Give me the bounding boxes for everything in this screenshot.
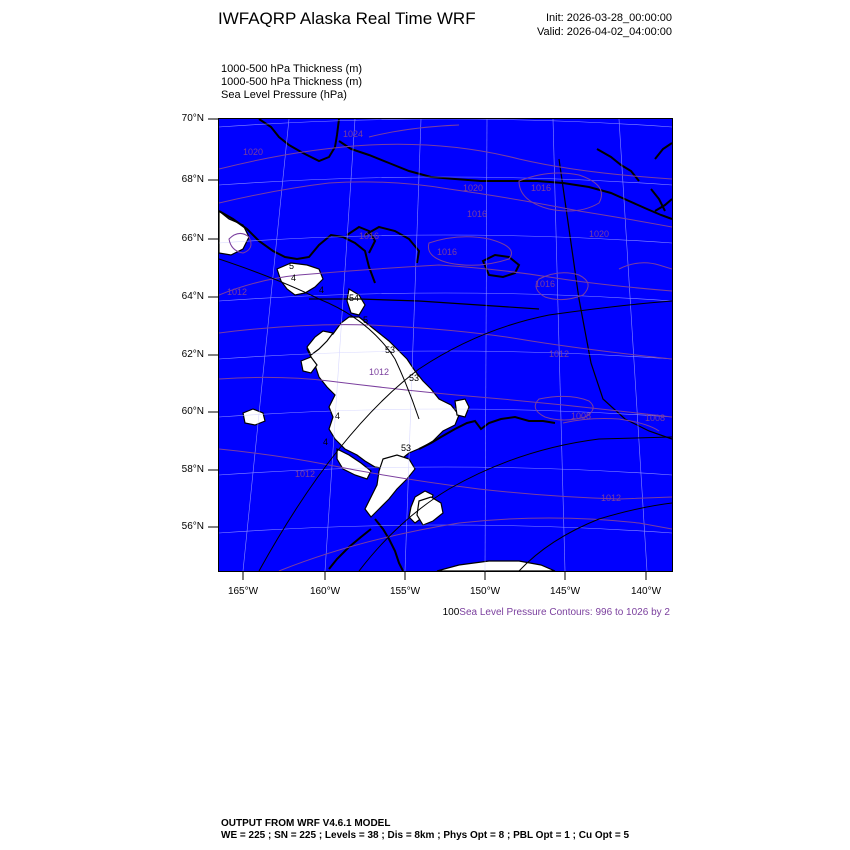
- lat-label-64n: 64°N: [181, 291, 204, 302]
- lon-label-160w: 160°W: [309, 586, 341, 597]
- lon-label-140w: 140°W: [630, 586, 662, 597]
- lat-label-58n: 58°N: [181, 464, 204, 475]
- slp-label: 1016: [437, 247, 458, 257]
- slp-label: 1016: [531, 183, 552, 193]
- lat-label-56n: 56°N: [181, 521, 204, 532]
- lon-label-165w: 165°W: [227, 586, 259, 597]
- slp-label: 1020: [243, 147, 264, 157]
- thickness-label: 4: [319, 285, 325, 295]
- map-title: IWFAQRP Alaska Real Time WRF: [218, 9, 476, 28]
- field-label-thickness-2: 1000-500 hPa Thickness (m): [221, 76, 363, 88]
- lon-label-155w: 155°W: [389, 586, 421, 597]
- thickness-label: 53: [409, 373, 420, 383]
- slp-label: 1020: [463, 183, 484, 193]
- footer-model: OUTPUT FROM WRF V4.6.1 MODEL: [221, 818, 391, 829]
- slp-label: 1016: [359, 231, 380, 241]
- lat-label-60n: 60°N: [181, 406, 204, 417]
- thickness-label: 5: [289, 261, 295, 271]
- slp-label: 1008: [645, 413, 666, 423]
- lat-label-68n: 68°N: [181, 174, 204, 185]
- slp-label: 1012: [295, 469, 316, 479]
- map-canvas: [219, 119, 672, 571]
- footer-config: WE = 225 ; SN = 225 ; Levels = 38 ; Dis = 8km ; Phys Opt = 8 ; PBL Opt = 1 ; Cu Opt = 5: [221, 830, 630, 841]
- valid-time: Valid: 2026-04-02_04:00:00: [537, 26, 672, 38]
- field-label-slp: Sea Level Pressure (hPa): [221, 89, 347, 101]
- ocean-fill: [219, 119, 672, 571]
- slp-label: 1024: [343, 129, 364, 139]
- slp-label: 1012: [549, 349, 570, 359]
- contour-note: [443, 607, 670, 618]
- lon-label-145w: 145°W: [549, 586, 581, 597]
- slp-label: 1012: [369, 367, 390, 377]
- lat-label-62n: 62°N: [181, 349, 204, 360]
- thickness-label: 4: [291, 273, 297, 283]
- lat-label-70n: 70°N: [181, 113, 204, 124]
- slp-label: 1012: [601, 493, 622, 503]
- slp-label: 1016: [535, 279, 556, 289]
- lon-label-150w: 150°W: [469, 586, 501, 597]
- contour-note-prefix: 100: [442, 607, 460, 618]
- slp-label: 1020: [589, 229, 610, 239]
- thickness-label: 4: [323, 437, 329, 447]
- thickness-label: 53: [385, 345, 396, 355]
- thickness-label: 4: [335, 411, 341, 421]
- thickness-label: 5: [363, 315, 369, 325]
- slp-label: 1012: [227, 287, 248, 297]
- field-label-thickness-1: 1000-500 hPa Thickness (m): [221, 63, 363, 75]
- map-panel: [218, 118, 673, 572]
- init-time: Init: 2026-03-28_00:00:00: [546, 12, 672, 24]
- slp-label: 1016: [467, 209, 488, 219]
- contour-note-text: Sea Level Pressure Contours: 996 to 1026 by 2: [459, 607, 670, 618]
- slp-label: 1008: [571, 411, 592, 421]
- thickness-label: 53: [401, 443, 412, 453]
- thickness-label: 54: [349, 293, 360, 303]
- lat-label-66n: 66°N: [181, 233, 204, 244]
